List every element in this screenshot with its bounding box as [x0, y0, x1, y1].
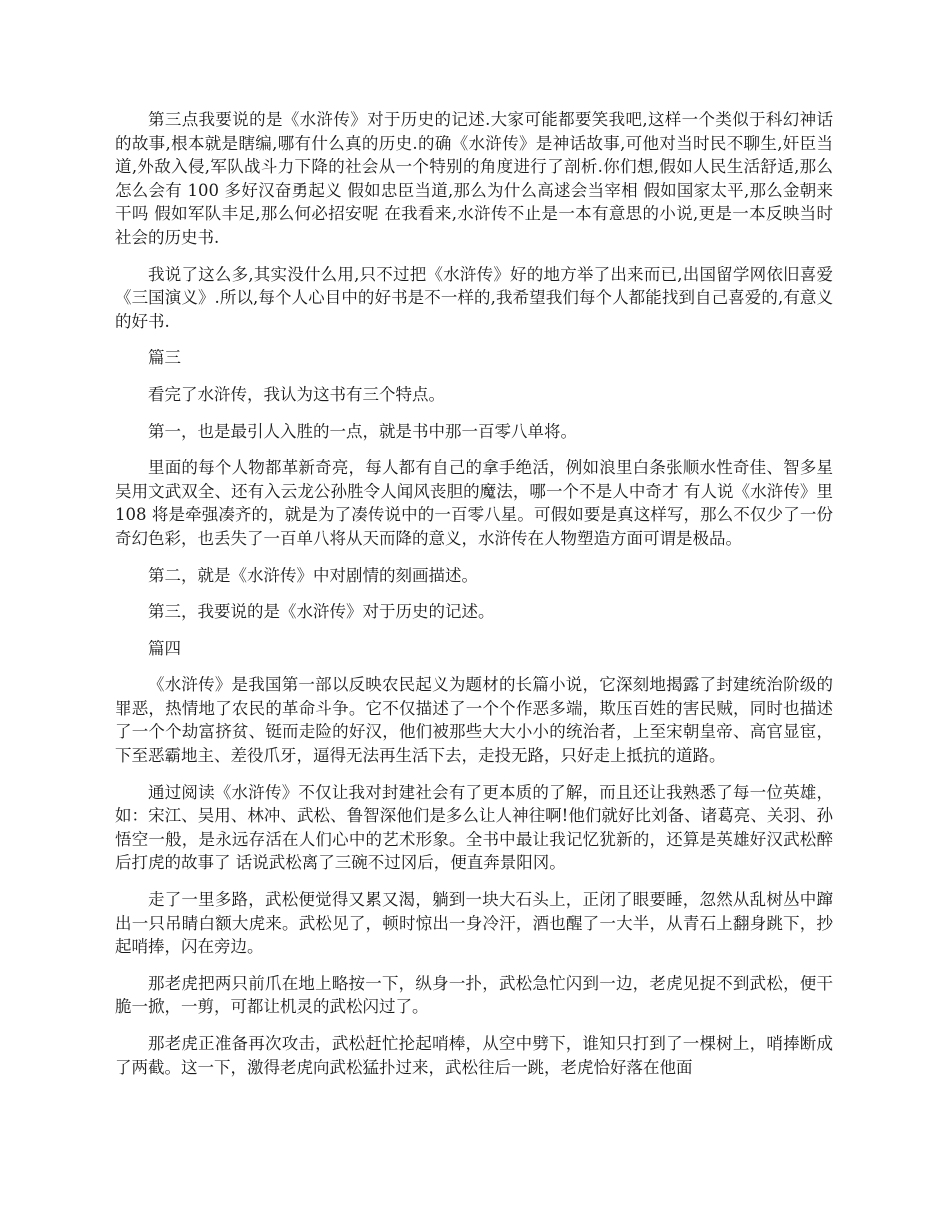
- section-heading-4: 篇四: [148, 638, 181, 658]
- paragraph-heroes: 通过阅读《水浒传》不仅让我对封建社会有了更本质的了解，而且还让我熟悉了每一位英雄，如：宋江、吴用、林冲、武松、鲁智深他们是多么让人神往啊!他们就好比刘备、诸葛亮、关羽、孙悟空一般，是永远存活在人们心中的艺术形象。全书中最让我记忆犹新的，还算是英雄好汉武松醉后打虎的故事了 话说武松离了三碗不过冈后，便直奔景阳冈。: [115, 782, 833, 873]
- paragraph-intro: 看完了水浒传，我认为这书有三个特点。: [148, 384, 445, 404]
- paragraph-point-1: 第一，也是最引人入胜的一点，就是书中那一百零八单将。: [148, 421, 577, 441]
- paragraph-wusong-1: 走了一里多路，武松便觉得又累又渴，躺到一块大石头上，正闭了眼要睡，忽然从乱树丛中蹿出一只吊睛白额大虎来。武松见了，顿时惊出一身冷汗，酒也醒了一大半，从青石上翻身跳下，抄起哨捧，闪在旁边。: [115, 890, 833, 957]
- document-body: [115, 108, 833, 1092]
- paragraph-wusong-3: 那老虎正准备再次攻击，武松赶忙抡起哨棒，从空中劈下，谁知只打到了一棵树上，哨捧断成了两截。这一下，激得老虎向武松猛扑过来，武松往后一跳，老虎恰好落在他面: [115, 1034, 833, 1077]
- section-heading-3: 篇三: [148, 348, 181, 368]
- paragraph-wusong-2: 那老虎把两只前爪在地上略按一下，纵身一扑，武松急忙闪到一边，老虎见捉不到武松，便干脆一掀，一剪，可都让机灵的武松闪过了。: [115, 973, 833, 1017]
- paragraph-point-3: 第三，我要说的是《水浒传》对于历史的记述。: [148, 602, 495, 622]
- paragraph-characters: 里面的每个人物都革新奇亮，每人都有自己的拿手绝活，例如浪里白条张顺水性奇佳、智多星吴用文武双全、还有入云龙公孙胜令人闻风丧胆的魔法，哪一个不是人中奇才 有人说《水浒传》里 108 将是牵强凑齐的，就是为了凑传说中的一百零八星。可假如要是真这样写，那么不仅少了一份奇幻色彩，也丢失了一百单八将从天而降的意义，水浒传在人物塑造方面可谓是极品。: [115, 458, 833, 548]
- paragraph-conclusion: 我说了这么多,其实没什么用,只不过把《水浒传》好的地方举了出来而已,出国留学网依旧喜爱《三国演义》.所以,每个人心目中的好书是不一样的,我希望我们每个人都能找到自己喜爱的,有意义的好书.: [115, 264, 833, 331]
- paragraph-point-2: 第二，就是《水浒传》中对剧情的刻画描述。: [148, 565, 478, 585]
- paragraph-overview: 《水浒传》是我国第一部以反映农民起义为题材的长篇小说，它深刻地揭露了封建统治阶级的罪恶，热情地了农民的革命斗争。它不仅描述了一个个作恶多端，欺压百姓的害民贼，同时也描述了一个个劫富挤贫、铤而走险的好汉，他们被那些大大小小的统治者，上至宋朝皇帝、高官显宦，下至恶霸地主、差役爪牙，逼得无法再生活下去，走投无路，只好走上抵抗的道路。: [115, 675, 833, 766]
- paragraph-history: 第三点我要说的是《水浒传》对于历史的记述.大家可能都要笑我吧,这样一个类似于科幻神话的故事,根本就是瞎编,哪有什么真的历史.的确《水浒传》是神话故事,可他对当时民不聊生,奸臣当道,外敌入侵,军队战斗力下降的社会从一个特别的角度进行了剖析.你们想,假如人民生活舒适,那么怎么会有 100 多好汉奋勇起义 假如忠臣当道,那么为什么高逑会当宰相 假如国家太平,那么金朝来干吗 假如军队丰足,那么何必招安呢 在我看来,水浒传不止是一本有意思的小说,更是一本反映当时社会的历史书.: [115, 110, 833, 247]
